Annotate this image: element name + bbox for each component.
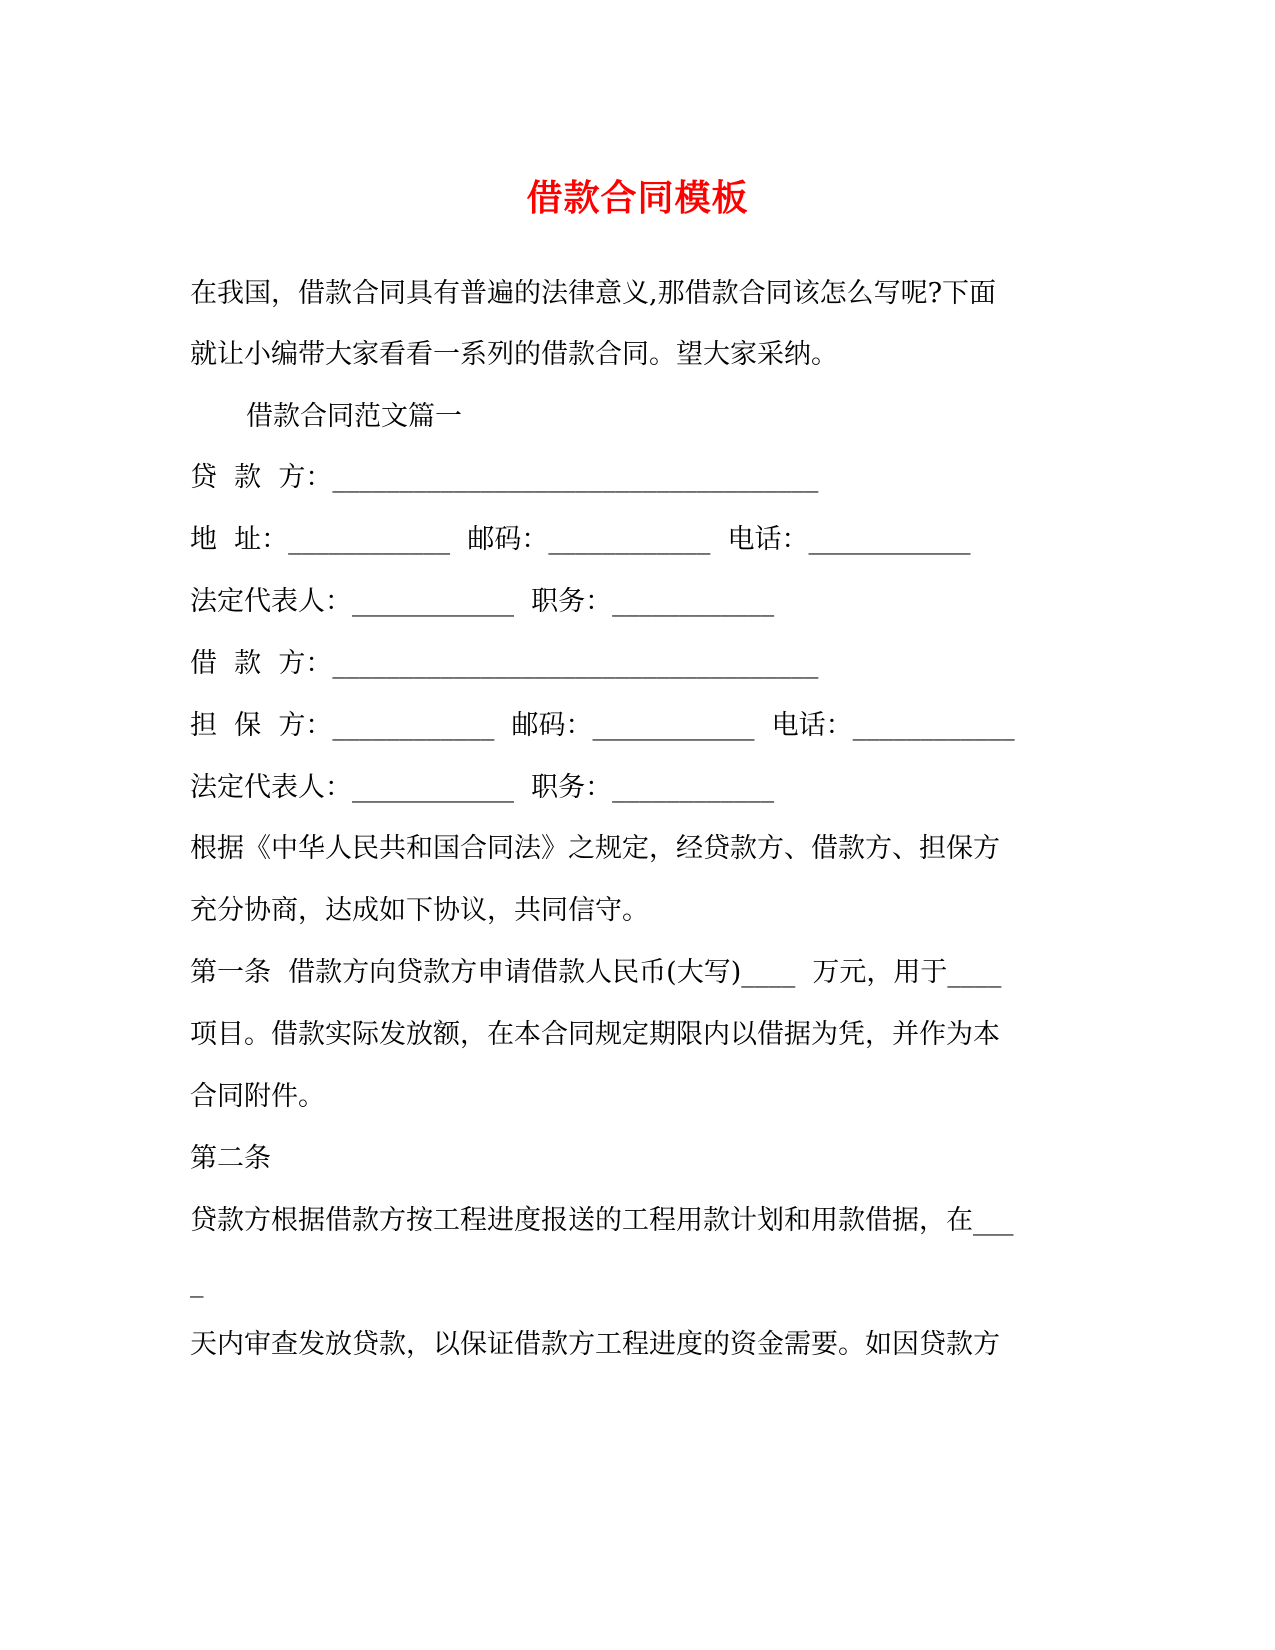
paragraph-line: 在我国，借款合同具有普遍的法律意义,那借款合同该怎么写呢?下面 [190,278,997,309]
form-line-guarantor-representative: 法定代表人：____________ 职务：____________ [190,772,775,803]
paragraph-line: _ [190,1267,204,1298]
form-line-lender: 贷 款 方：____________________________________ [190,462,819,493]
paragraph-line: 就让小编带大家看看一系列的借款合同。望大家采纳。 [190,339,838,370]
article-two-heading: 第二条 [190,1143,271,1174]
form-line-borrower: 借 款 方：____________________________________ [190,648,819,679]
paragraph-line: 贷款方根据借款方按工程进度报送的工程用款计划和用款借据，在___ [190,1205,1014,1236]
paragraph-line: 项目。借款实际发放额，在本合同规定期限内以借据为凭，并作为本 [190,1019,1000,1050]
paragraph-line: 充分协商，达成如下协议，共同信守。 [190,895,649,926]
article-one-line: 第一条 借款方向贷款方申请借款人民币(大写)____ 万元，用于____ [190,957,1002,988]
paragraph-line: 天内审查发放贷款，以保证借款方工程进度的资金需要。如因贷款方 [190,1329,1000,1360]
paragraph-line: 合同附件。 [190,1081,325,1112]
form-line-lender-representative: 法定代表人：____________ 职务：____________ [190,586,775,617]
document-title: 借款合同模板 [526,177,749,219]
paragraph-line: 根据《中华人民共和国合同法》之规定，经贷款方、借款方、担保方 [190,833,1000,864]
section-heading: 借款合同范文篇一 [246,401,462,432]
form-line-lender-address: 地 址：____________ 邮码：____________ 电话：____________ [190,524,971,555]
form-line-guarantor: 担 保 方：____________ 邮码：____________ 电话：____________ [190,710,1015,741]
